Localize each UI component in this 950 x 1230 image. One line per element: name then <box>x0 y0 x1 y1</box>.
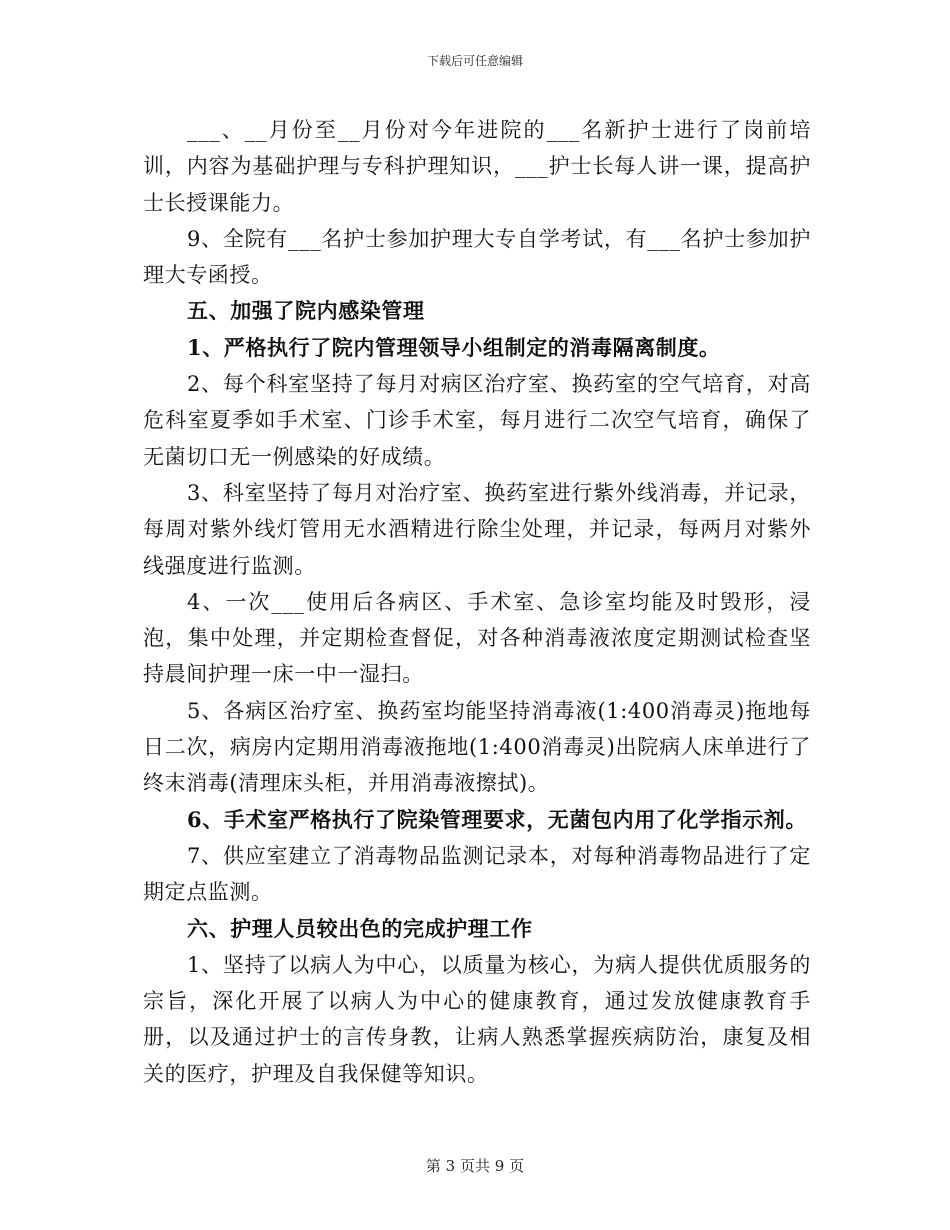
section-heading-6: 六、护理人员较出色的完成护理工作 <box>187 915 533 941</box>
paragraph-item-6-operating-room: 6、手术室严格执行了院染管理要求，无菌包内用了化学指示剂。 <box>187 806 808 832</box>
paragraph-item-9: 9、全院有___名护士参加护理大专自学考试，有___名护士参加护理大专函授。 <box>143 226 811 288</box>
paragraph-item-5-mopping: 5、各病区治疗室、换药室均能坚持消毒液(1:400消毒灵)拖地每日二次，病房内定期用消毒液拖地(1:400消毒灵)出院病人床单进行了终末消毒(清理床头柜，并用消毒液擦拭)。 <box>143 698 811 796</box>
paragraph-item-3-uv: 3、科室坚持了每月对治疗室、换药室进行紫外线消毒，并记录，每周对紫外线灯管用无水酒精进行除尘处理，并记录，每两月对紫外线强度进行监测。 <box>143 480 811 578</box>
document-body <box>143 112 811 1092</box>
paragraph-item-1-disinfection: 1、严格执行了院内管理领导小组制定的消毒隔离制度。 <box>187 334 721 360</box>
paragraph-item-4-disposal: 4、一次___使用后各病区、手术室、急诊室均能及时毁形，浸泡，集中处理，并定期检查督促，对各种消毒液浓度定期测试检查坚持晨间护理一床一中一湿扫。 <box>143 589 811 687</box>
page-footer: 第 3 页共 9 页 <box>425 1157 525 1175</box>
paragraph-training: ___、__月份至__月份对今年进院的___名新护士进行了岗前培训，内容为基础护理与专科护理知识，___护士长每人讲一课，提高护士长授课能力。 <box>143 118 811 215</box>
section-heading-5: 五、加强了院内感染管理 <box>187 298 425 324</box>
paragraph-item-2-air-culture: 2、每个科室坚持了每月对病区治疗室、换药室的空气培育，对高危科室夏季如手术室、门诊手术室，每月进行二次空气培育，确保了无菌切口无一例感染的好成绩。 <box>143 372 811 469</box>
paragraph-item-7-supply-room: 7、供应室建立了消毒物品监测记录本，对每种消毒物品进行了定期定点监测。 <box>143 843 811 905</box>
page-header: 下载后可任意编辑 <box>426 54 523 68</box>
paragraph-item-1-patient-centered: 1、坚持了以病人为中心，以质量为核心，为病人提供优质服务的宗旨，深化开展了以病人为中心的健康教育，通过发放健康教育手册，以及通过护士的言传身教，让病人熟悉掌握疾病防治，康复及相关的医疗，护理及自我保健等知识。 <box>143 952 811 1086</box>
